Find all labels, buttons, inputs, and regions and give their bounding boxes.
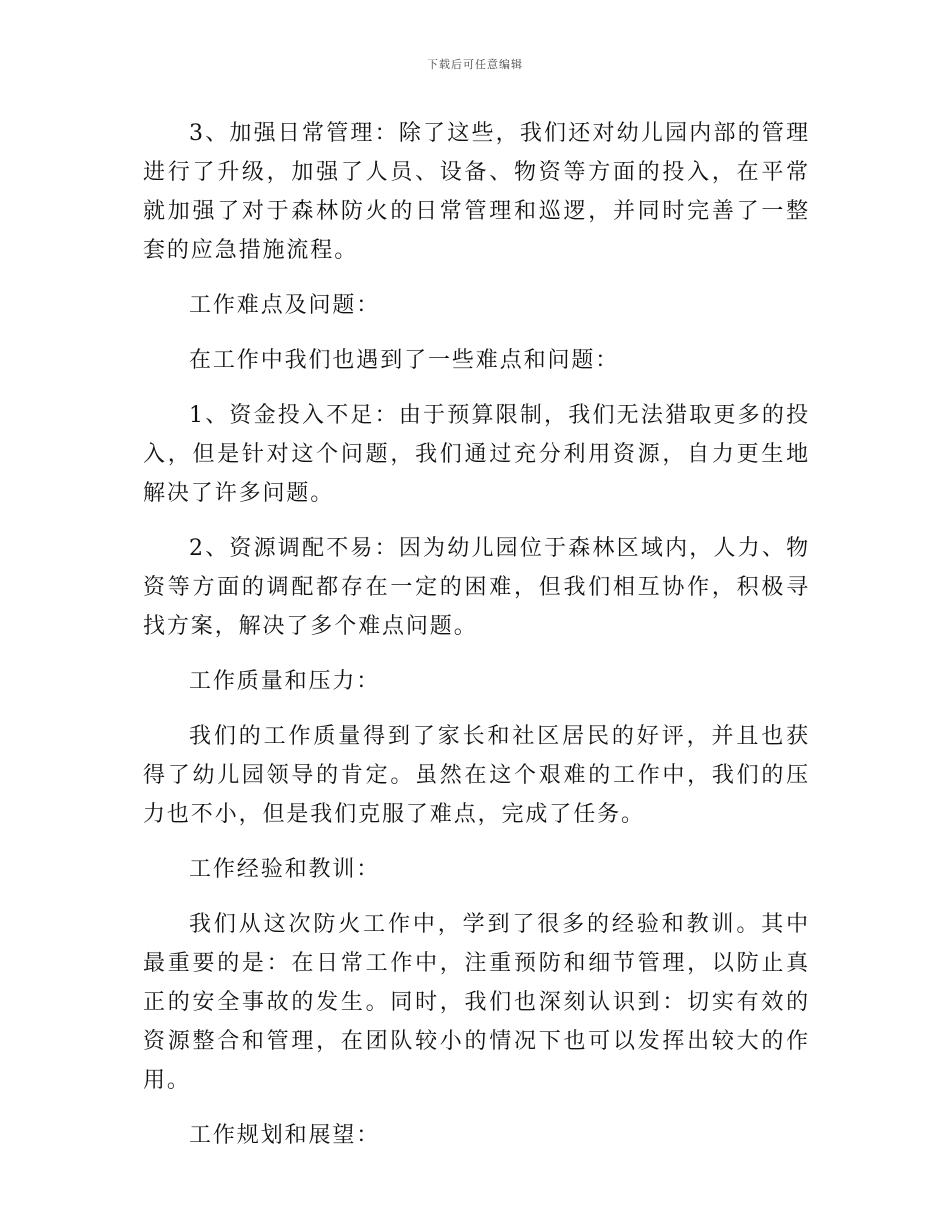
paragraph-lessons: 我们从这次防火工作中，学到了很多的经验和教训。其中最重要的是：在日常工作中，注重预防和细节管理，以防止真正的安全事故的发生。同时，我们也深刻认识到：切实有效的资源整合和管理，在团队较小的情况下也可以发挥出较大的作用。: [143, 912, 810, 1093]
paragraph-funding: 1、资金投入不足：由于预算限制，我们无法猎取更多的投入，但是针对这个问题，我们通过充分利用资源，自力更生地解决了许多问题。: [143, 403, 810, 506]
document-body: [143, 114, 810, 1155]
paragraph-quality-pressure: 我们的工作质量得到了家长和社区居民的好评，并且也获得了幼儿园领导的肯定。虽然在这个艰难的工作中，我们的压力也不小，但是我们克服了难点，完成了任务。: [143, 724, 810, 827]
paragraph-resources: 2、资源调配不易：因为幼儿园位于森林区域内，人力、物资等方面的调配都存在一定的困难，但我们相互协作，积极寻找方案，解决了多个难点问题。: [143, 536, 810, 639]
heading-quality-pressure: 工作质量和压力：: [189, 669, 381, 694]
paragraph-difficulties-intro: 在工作中我们也遇到了一些难点和问题：: [189, 348, 620, 373]
heading-lessons: 工作经验和教训：: [189, 857, 381, 882]
heading-difficulties: 工作难点及问题：: [189, 293, 381, 318]
paragraph-daily-management: 3、加强日常管理：除了这些，我们还对幼儿园内部的管理进行了升级，加强了人员、设备、物资等方面的投入，在平常就加强了对于森林防火的日常管理和巡逻，并同时完善了一整套的应急措施流程。: [143, 121, 810, 263]
heading-planning: 工作规划和展望：: [189, 1123, 381, 1148]
page-header: 下载后可任意编辑: [427, 58, 523, 71]
